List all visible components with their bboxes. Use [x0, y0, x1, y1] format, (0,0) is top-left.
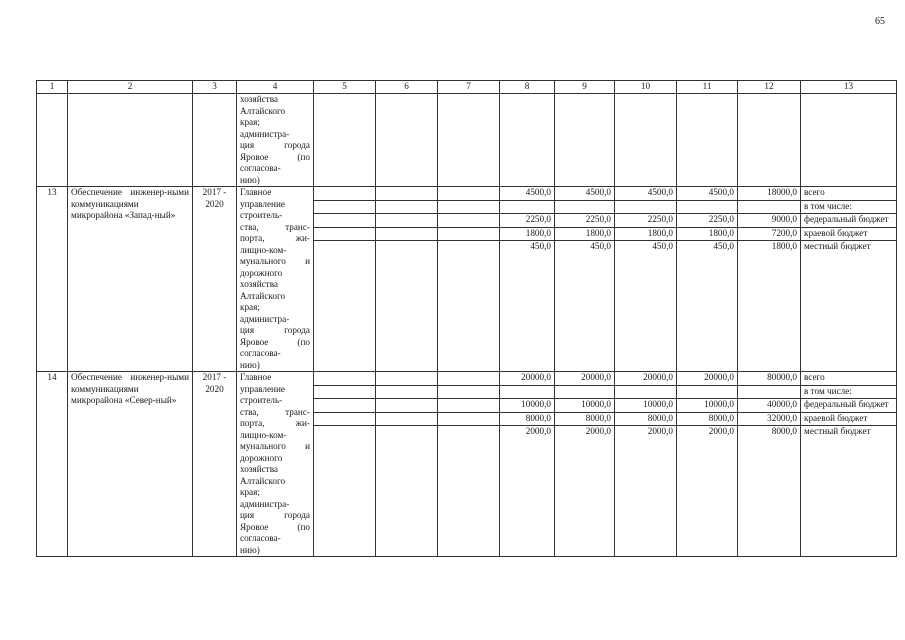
cell-col-7: [438, 385, 500, 399]
executor-line: Алтайского: [240, 105, 286, 116]
cell-col-5: [314, 200, 376, 214]
cell-value-12: 8000,0: [738, 426, 801, 557]
cell-value-10: 4500,0: [615, 187, 677, 201]
cell-value-11: 20000,0: [677, 372, 738, 386]
cell-col-5: [314, 372, 376, 386]
page-number: 65: [875, 16, 885, 27]
cell-col-7: [438, 241, 500, 372]
cell-executor: [237, 372, 314, 557]
header-col-7: 7: [438, 81, 500, 94]
cell-col-7: [438, 372, 500, 386]
cell-col-5: [314, 187, 376, 201]
executor-line: согласова-: [240, 163, 281, 173]
cell-col-7: [438, 214, 500, 228]
cell-value-9: 1800,0: [555, 227, 615, 241]
header-col-13: 13: [801, 81, 897, 94]
cell-name: [68, 94, 193, 187]
cell-col-7: [438, 94, 500, 187]
cell-col-6: [376, 412, 438, 426]
cell-col-7: [438, 412, 500, 426]
cell-value-9: 8000,0: [555, 412, 615, 426]
executor-line: Главное: [240, 372, 272, 382]
cell-value-11: 8000,0: [677, 412, 738, 426]
cell-value-10: 1800,0: [615, 227, 677, 241]
cell-years: 2017 - 2020: [193, 187, 237, 372]
cell-col-13: [801, 94, 897, 187]
cell-value-10: 2250,0: [615, 214, 677, 228]
executor-line: ция города: [240, 510, 310, 520]
header-row: [37, 81, 897, 94]
cell-col-12: [738, 94, 801, 187]
header-col-1: 1: [37, 81, 68, 94]
cell-source: федеральный бюджет: [801, 399, 897, 413]
cell-value-9: 10000,0: [555, 399, 615, 413]
cell-col-6: [376, 399, 438, 413]
cell-value-8: 4500,0: [500, 187, 555, 201]
cell-col-5: [314, 227, 376, 241]
cell-value-11: 1800,0: [677, 227, 738, 241]
cell-col-9: [555, 94, 615, 187]
table-row-continuation: [37, 94, 897, 187]
executor-line: согласова-: [240, 533, 281, 543]
program-table: [36, 80, 897, 557]
cell-col-11: [677, 94, 738, 187]
table-row: [37, 187, 897, 201]
executor-line: хозяйства: [240, 279, 278, 289]
cell-value-9: 2000,0: [555, 426, 615, 557]
cell-col-10: [615, 94, 677, 187]
cell-value-12: 1800,0: [738, 241, 801, 372]
cell-value-9: [555, 385, 615, 399]
cell-col-6: [376, 187, 438, 201]
cell-value-9: 20000,0: [555, 372, 615, 386]
cell-col-6: [376, 94, 438, 187]
cell-value-8: 8000,0: [500, 412, 555, 426]
cell-col-6: [376, 426, 438, 557]
table-body: [37, 94, 897, 557]
executor-line: Главное: [240, 187, 272, 197]
cell-source: краевой бюджет: [801, 412, 897, 426]
executor-line: ция города: [240, 140, 310, 150]
executor-line: нию): [240, 174, 260, 185]
executor-line: Алтайского: [240, 290, 286, 301]
cell-value-8: 1800,0: [500, 227, 555, 241]
cell-col-6: [376, 372, 438, 386]
header-col-12: 12: [738, 81, 801, 94]
executor-line: управление: [240, 383, 285, 394]
cell-value-11: 10000,0: [677, 399, 738, 413]
table-row: [37, 372, 897, 386]
cell-value-10: [615, 200, 677, 214]
cell-value-10: 2000,0: [615, 426, 677, 557]
executor-line: строитель-: [240, 395, 283, 405]
header-col-5: 5: [314, 81, 376, 94]
executor-line: строитель-: [240, 210, 283, 220]
executor-line: дорожного: [240, 267, 283, 278]
cell-value-8: [500, 200, 555, 214]
executor-line: хозяйства: [240, 464, 278, 474]
cell-value-12: 7200,0: [738, 227, 801, 241]
cell-value-12: 80000,0: [738, 372, 801, 386]
executor-line: порта, жи-: [240, 418, 310, 428]
cell-name: Обеспечение инженер-ными коммуникациями микрорайона «Север-ный»: [68, 372, 193, 557]
cell-col-5: [314, 94, 376, 187]
cell-value-12: [738, 200, 801, 214]
cell-num: 14: [37, 372, 68, 557]
cell-col-5: [314, 399, 376, 413]
cell-col-5: [314, 412, 376, 426]
executor-line: мунального и: [240, 256, 310, 266]
cell-col-6: [376, 227, 438, 241]
executor-line: лищно-ком-: [240, 429, 287, 440]
cell-value-11: 2000,0: [677, 426, 738, 557]
cell-source: всего: [801, 372, 897, 386]
cell-value-10: 10000,0: [615, 399, 677, 413]
cell-value-11: 2250,0: [677, 214, 738, 228]
cell-col-5: [314, 241, 376, 372]
executor-line: согласова-: [240, 348, 281, 358]
cell-col-7: [438, 399, 500, 413]
header-col-3: 3: [193, 81, 237, 94]
cell-value-11: [677, 385, 738, 399]
cell-value-8: [500, 385, 555, 399]
executor-line: дорожного: [240, 452, 283, 463]
executor-line: края;: [240, 302, 260, 312]
cell-years: 2017 - 2020: [193, 372, 237, 557]
executor-line: края;: [240, 117, 260, 127]
cell-value-8: 20000,0: [500, 372, 555, 386]
cell-value-10: 20000,0: [615, 372, 677, 386]
cell-executor: [237, 187, 314, 372]
cell-col-6: [376, 200, 438, 214]
executor-line: администра-: [240, 498, 290, 509]
cell-col-8: [500, 94, 555, 187]
header-col-6: 6: [376, 81, 438, 94]
executor-line: нию): [240, 359, 260, 370]
cell-source: местный бюджет: [801, 241, 897, 372]
cell-source: в том числе:: [801, 385, 897, 399]
header-col-4: 4: [237, 81, 314, 94]
cell-col-7: [438, 200, 500, 214]
executor-line: Яровое (по: [240, 521, 310, 532]
cell-col-5: [314, 426, 376, 557]
cell-value-8: 2000,0: [500, 426, 555, 557]
cell-value-11: [677, 200, 738, 214]
executor-line: ция города: [240, 325, 310, 335]
header-col-10: 10: [615, 81, 677, 94]
cell-num: [37, 94, 68, 187]
cell-value-9: [555, 200, 615, 214]
header-col-11: 11: [677, 81, 738, 94]
cell-value-11: 4500,0: [677, 187, 738, 201]
cell-source: всего: [801, 187, 897, 201]
executor-line: хозяйства: [240, 94, 278, 104]
cell-source: в том числе:: [801, 200, 897, 214]
executor-line: Яровое (по: [240, 151, 310, 162]
cell-num: 13: [37, 187, 68, 372]
executor-line: администра-: [240, 128, 290, 139]
cell-value-12: 32000,0: [738, 412, 801, 426]
cell-value-12: 18000,0: [738, 187, 801, 201]
header-col-2: 2: [68, 81, 193, 94]
cell-col-5: [314, 214, 376, 228]
executor-line: нию): [240, 544, 260, 555]
cell-executor: [237, 94, 314, 187]
cell-source: федеральный бюджет: [801, 214, 897, 228]
executor-line: Алтайского: [240, 475, 286, 486]
executor-line: администра-: [240, 313, 290, 324]
cell-value-9: 450,0: [555, 241, 615, 372]
cell-col-7: [438, 426, 500, 557]
executor-line: мунального и: [240, 441, 310, 451]
cell-source: краевой бюджет: [801, 227, 897, 241]
cell-value-8: 450,0: [500, 241, 555, 372]
cell-value-10: [615, 385, 677, 399]
executor-line: ства, транс-: [240, 221, 310, 232]
cell-value-11: 450,0: [677, 241, 738, 372]
header-col-9: 9: [555, 81, 615, 94]
cell-value-12: 9000,0: [738, 214, 801, 228]
executor-line: ства, транс-: [240, 406, 310, 417]
executor-line: лищно-ком-: [240, 244, 287, 255]
cell-col-6: [376, 385, 438, 399]
cell-value-12: [738, 385, 801, 399]
cell-name: Обеспечение инженер-ными коммуникациями микрорайона «Запад-ный»: [68, 187, 193, 372]
executor-line: края;: [240, 487, 260, 497]
cell-value-10: 8000,0: [615, 412, 677, 426]
cell-col-7: [438, 227, 500, 241]
cell-value-8: 10000,0: [500, 399, 555, 413]
cell-col-6: [376, 214, 438, 228]
cell-value-9: 2250,0: [555, 214, 615, 228]
cell-source: местный бюджет: [801, 426, 897, 557]
executor-line: Яровое (по: [240, 336, 310, 347]
cell-value-12: 40000,0: [738, 399, 801, 413]
cell-col-7: [438, 187, 500, 201]
cell-value-10: 450,0: [615, 241, 677, 372]
cell-value-8: 2250,0: [500, 214, 555, 228]
cell-years: [193, 94, 237, 187]
cell-col-6: [376, 241, 438, 372]
cell-value-9: 4500,0: [555, 187, 615, 201]
header-col-8: 8: [500, 81, 555, 94]
cell-col-5: [314, 385, 376, 399]
executor-line: управление: [240, 198, 285, 209]
executor-line: порта, жи-: [240, 233, 310, 243]
